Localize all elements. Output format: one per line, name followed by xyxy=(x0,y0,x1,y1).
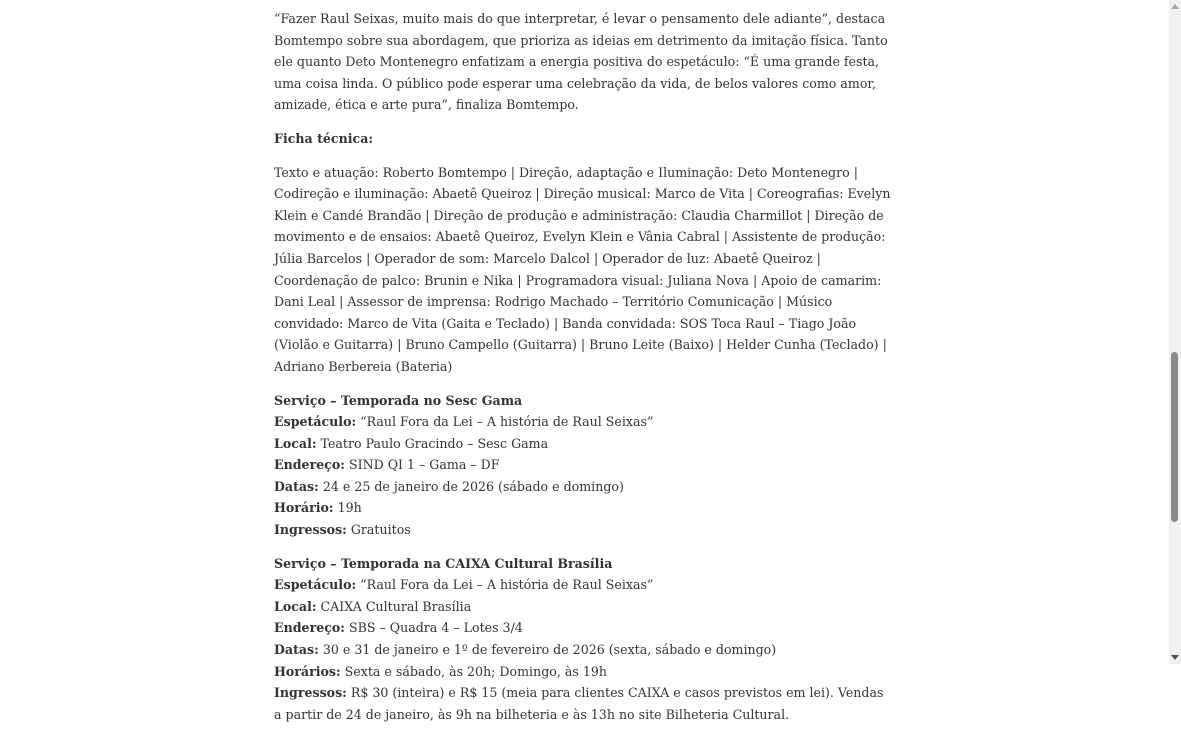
datas-label: Datas: xyxy=(274,642,319,658)
ingressos-label: Ingressos: xyxy=(274,522,347,538)
ficha-tecnica-heading: Ficha técnica: xyxy=(274,130,374,146)
servico-gama-title: Serviço – Temporada no Sesc Gama xyxy=(274,392,523,408)
servico-caixa-endereco xyxy=(274,617,894,639)
datas-value: 30 e 31 de janeiro e 1º de fevereiro de 2026 (sexta, sábado e domingo) xyxy=(322,642,777,658)
quote-paragraph: “Fazer Raul Seixas, muito mais do que interpretar, é levar o pensamento dele adiante”, destaca Bomtempo sobre sua abordagem, que prioriza as ideias em detrimento da imitação física. Tanto ele quanto Deto Montenegro enfatizam a energia positiva do espetáculo: “É uma grande festa, uma coisa linda. O público pode esperar uma celebração da vida, de belos valores como amor, amizade, ética e arte pura”, finaliza Bomtempo. xyxy=(274,11,888,113)
scroll-down-arrow-icon[interactable] xyxy=(1171,655,1179,660)
endereco-label: Endereço: xyxy=(274,457,345,473)
servico-gama-espetaculo xyxy=(274,411,894,433)
servico-gama-datas xyxy=(274,476,894,498)
endereco-label: Endereço: xyxy=(274,620,345,636)
local-value: Teatro Paulo Gracindo – Sesc Gama xyxy=(320,435,549,451)
ingressos-label: Ingressos: xyxy=(274,685,347,701)
endereco-value: SIND QI 1 – Gama – DF xyxy=(348,457,500,473)
servico-caixa-title: Serviço – Temporada na CAIXA Cultural Brasília xyxy=(274,555,613,571)
servico-caixa-espetaculo xyxy=(274,574,894,596)
endereco-value: SBS – Quadra 4 – Lotes 3/4 xyxy=(348,620,523,636)
datas-value: 24 e 25 de janeiro de 2026 (sábado e domingo) xyxy=(322,478,624,494)
servico-gama-local xyxy=(274,433,894,455)
espetaculo-label: Espetáculo: xyxy=(274,577,357,593)
datas-label: Datas: xyxy=(274,478,319,494)
espetaculo-value: “Raul Fora da Lei – A história de Raul Seixas” xyxy=(360,414,654,430)
article-body xyxy=(274,8,894,737)
servico-gama-horario xyxy=(274,497,894,519)
local-label: Local: xyxy=(274,435,317,451)
local-value: CAIXA Cultural Brasília xyxy=(320,598,472,614)
espetaculo-value: “Raul Fora da Lei – A história de Raul Seixas” xyxy=(360,577,654,593)
ingressos-value: R$ 30 (inteira) e R$ 15 (meia para clientes CAIXA e casos previstos em lei). Vendas a partir de 24 de janeiro, às 9h na bilheteria e às 13h no site Bilheteria Cultural. xyxy=(274,685,884,722)
horario-value: 19h xyxy=(337,500,362,516)
servico-caixa-cultural xyxy=(274,553,894,726)
horario-label: Horário: xyxy=(274,500,334,516)
local-label: Local: xyxy=(274,598,317,614)
scrollbar-thumb[interactable] xyxy=(1171,352,1178,522)
servico-caixa-ingressos xyxy=(274,682,894,725)
ficha-tecnica-body: Texto e atuação: Roberto Bomtempo | Direção, adaptação e Iluminação: Deto Montenegro | Codireção e iluminação: Abaetê Queiroz | Direção musical: Marco de Vita | Coreografias: Evelyn Klein e Candé Brandão | Direção de produção e administração: Claudia Charmillot | Direção de movimento e de ensaios: Abaetê Queiroz, Evelyn Klein e Vânia Cabral | Assistente de produção: Júlia Barcelos | Operador de som: Marcelo Dalcol | Operador de luz: Abaetê Queiroz | Coordenação de palco: Brunin e Nika | Programadora visual: Juliana Nova | Apoio de camarim: Dani Leal | Assessor de imprensa: Rodrigo Machado – Território Comunicação | Músico convidado: Marco de Vita (Gaita e Teclado) | Banda convidada: SOS Toca Raul – Tiago João (Violão e Guitarra) | Bruno Campello (Guitarra) | Bruno Leite (Baixo) | Helder Cunha (Teclado) | Adriano Berbereia (Bateria) xyxy=(274,164,891,374)
servico-gama-endereco xyxy=(274,454,894,476)
servico-sesc-gama xyxy=(274,390,894,541)
espetaculo-label: Espetáculo: xyxy=(274,414,357,430)
vertical-scrollbar[interactable] xyxy=(1169,0,1181,664)
horarios-label: Horários: xyxy=(274,663,341,679)
servico-caixa-datas xyxy=(274,639,894,661)
ingressos-value: Gratuitos xyxy=(350,522,411,538)
scroll-up-arrow-icon[interactable] xyxy=(1171,4,1179,9)
horarios-value: Sexta e sábado, às 20h; Domingo, às 19h xyxy=(344,663,607,679)
servico-gama-ingressos xyxy=(274,519,894,541)
servico-caixa-local xyxy=(274,596,894,618)
